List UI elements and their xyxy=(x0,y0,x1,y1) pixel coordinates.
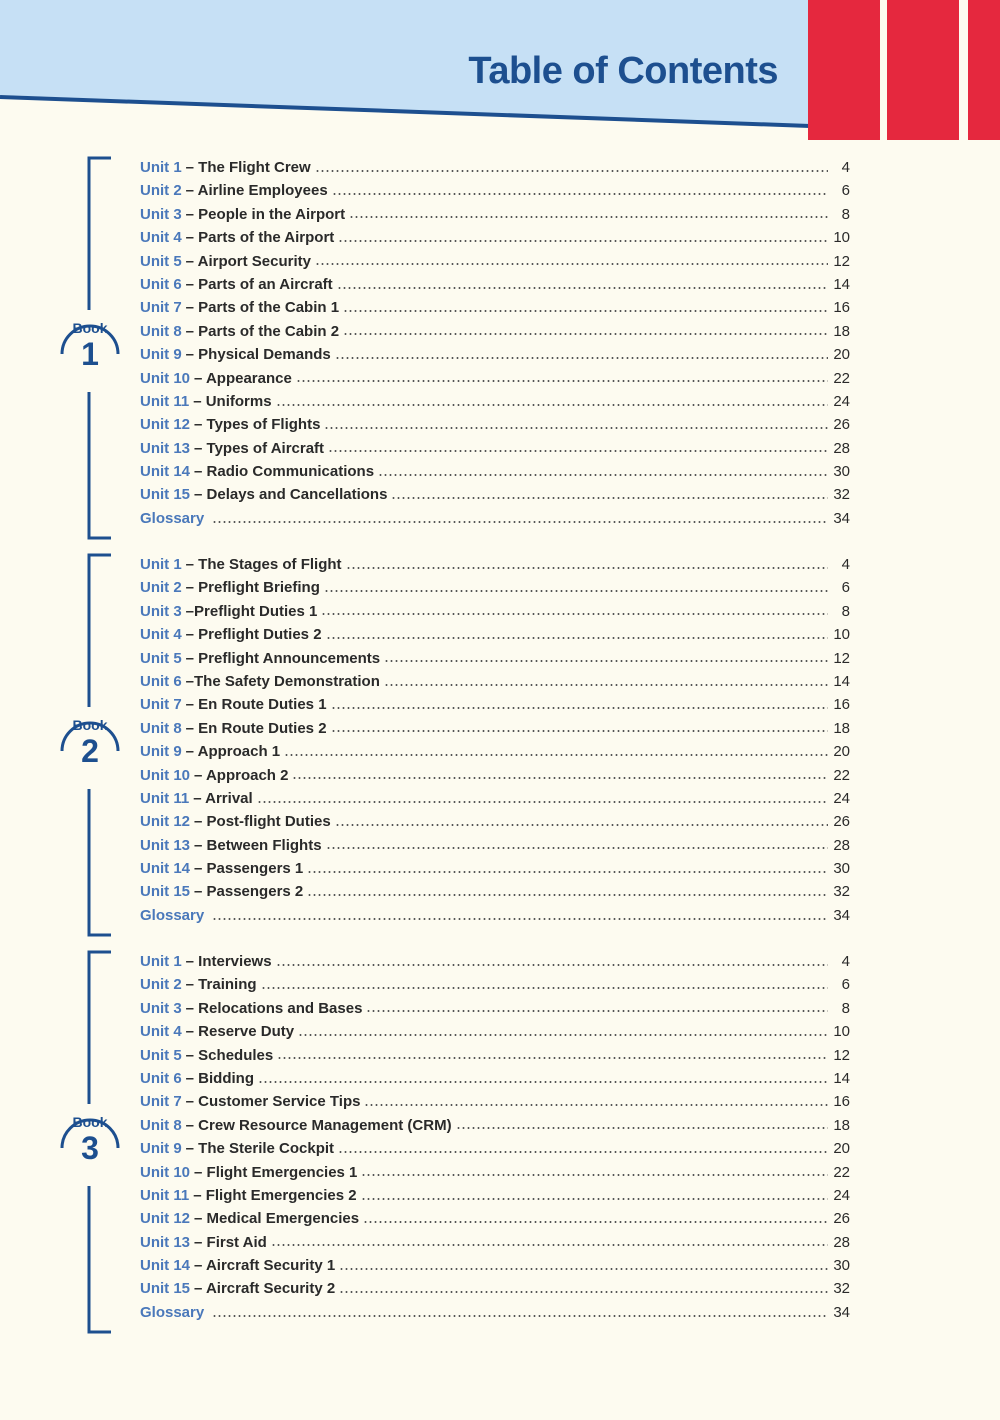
dot-leader xyxy=(364,1104,828,1106)
toc-entry[interactable] xyxy=(140,1184,850,1207)
page-number: 30 xyxy=(833,860,850,878)
toc-entry[interactable] xyxy=(140,226,850,249)
badge-number: 1 xyxy=(81,336,99,372)
toc-entry[interactable] xyxy=(140,904,850,927)
unit-title: – Airline Employees xyxy=(185,182,328,200)
page-number: 16 xyxy=(833,1093,850,1111)
dot-leader xyxy=(212,521,828,523)
unit-label: Unit 10 xyxy=(140,1163,191,1181)
page-number: 8 xyxy=(841,205,850,223)
unit-label: Unit 6 xyxy=(140,275,182,293)
unit-label: Unit 9 xyxy=(140,743,182,761)
dot-leader xyxy=(277,1057,828,1059)
unit-title: – Approach 1 xyxy=(185,743,281,761)
unit-title: – Medical Emergencies xyxy=(194,1210,360,1228)
page-number: 18 xyxy=(833,1116,850,1134)
dot-leader xyxy=(349,216,828,218)
unit-title: –Preflight Duties 1 xyxy=(185,602,318,620)
page-number: 30 xyxy=(833,463,850,481)
dot-leader xyxy=(315,263,828,265)
unit-label: Unit 15 xyxy=(140,1280,191,1298)
unit-title: – Approach 2 xyxy=(194,766,289,784)
unit-label: Unit 14 xyxy=(140,1257,191,1275)
unit-label: Unit 1 xyxy=(140,953,182,970)
dot-leader xyxy=(271,1244,828,1246)
dot-leader xyxy=(331,707,828,709)
toc-entry[interactable] xyxy=(140,810,850,833)
unit-title: – Reserve Duty xyxy=(185,1023,295,1041)
unit-title: – Aircraft Security 2 xyxy=(194,1280,336,1298)
unit-label: Glossary xyxy=(140,509,205,527)
page-number: 18 xyxy=(833,719,850,737)
toc-entry[interactable] xyxy=(140,273,850,296)
unit-title: – Radio Communications xyxy=(194,463,375,481)
book-badge xyxy=(54,1104,126,1186)
toc-entry[interactable] xyxy=(140,460,850,483)
dot-leader xyxy=(331,730,828,732)
dot-leader xyxy=(326,637,828,639)
unit-title: – Post-flight Duties xyxy=(194,813,331,831)
dot-leader xyxy=(258,1081,828,1083)
dot-leader xyxy=(212,1315,828,1317)
page-number: 14 xyxy=(833,1069,850,1087)
unit-label: Unit 9 xyxy=(140,1140,182,1158)
dot-leader xyxy=(456,1127,828,1129)
toc-entry[interactable] xyxy=(140,320,850,343)
page-number: 18 xyxy=(833,322,850,340)
unit-label: Glossary xyxy=(140,1303,205,1321)
book-badge xyxy=(54,707,126,789)
page-number: 6 xyxy=(841,976,850,994)
unit-label: Unit 5 xyxy=(140,252,182,270)
unit-label: Unit 7 xyxy=(140,696,182,714)
page-number: 6 xyxy=(841,182,850,200)
dot-leader xyxy=(296,380,828,382)
unit-label: Unit 13 xyxy=(140,836,191,854)
page-number: 24 xyxy=(833,392,850,410)
page-number: 22 xyxy=(833,1163,850,1181)
page-number: 32 xyxy=(833,883,850,901)
unit-title: – Flight Emergencies 2 xyxy=(193,1186,357,1204)
unit-title: – Physical Demands xyxy=(185,346,331,364)
page-number: 34 xyxy=(833,906,850,924)
page-number: 20 xyxy=(833,1140,850,1158)
toc-entry[interactable] xyxy=(140,787,850,810)
toc-entry[interactable] xyxy=(140,857,850,880)
toc-entry[interactable] xyxy=(140,1277,850,1300)
unit-label: Unit 5 xyxy=(140,1046,182,1064)
page-number: 20 xyxy=(833,346,850,364)
unit-title: – The Flight Crew xyxy=(185,159,311,176)
dot-leader xyxy=(321,613,828,615)
unit-title: – Parts of the Cabin 2 xyxy=(185,322,340,340)
toc-entry[interactable] xyxy=(140,647,850,670)
page-number: 10 xyxy=(833,229,850,247)
page-number: 14 xyxy=(833,275,850,293)
toc-entry[interactable] xyxy=(140,973,850,996)
toc-entry[interactable] xyxy=(140,880,850,903)
toc-entry[interactable] xyxy=(140,367,850,390)
unit-title: – Aircraft Security 1 xyxy=(194,1257,336,1275)
unit-title: –The Safety Demonstration xyxy=(185,672,380,690)
page-number: 34 xyxy=(833,509,850,527)
unit-label: Unit 10 xyxy=(140,369,191,387)
toc-entry[interactable] xyxy=(140,997,850,1020)
unit-label: Unit 3 xyxy=(140,602,182,620)
toc-entry[interactable] xyxy=(140,390,850,413)
unit-title: – Customer Service Tips xyxy=(185,1093,361,1111)
dot-leader xyxy=(257,801,828,803)
unit-label: Unit 14 xyxy=(140,463,191,481)
unit-label: Unit 15 xyxy=(140,883,191,901)
dot-leader xyxy=(324,590,828,592)
unit-title: – Uniforms xyxy=(193,392,272,410)
unit-label: Unit 10 xyxy=(140,766,191,784)
unit-title: – Preflight Duties 2 xyxy=(185,626,322,644)
unit-title: – En Route Duties 2 xyxy=(185,719,327,737)
unit-label: Unit 12 xyxy=(140,813,191,831)
unit-title: – People in the Airport xyxy=(185,205,346,223)
unit-title: – Passengers 1 xyxy=(194,860,304,878)
unit-label: Unit 8 xyxy=(140,719,182,737)
page-number: 26 xyxy=(833,1210,850,1228)
unit-title: – Types of Aircraft xyxy=(194,439,325,457)
toc-entry[interactable] xyxy=(140,623,850,646)
unit-title: – Arrival xyxy=(193,789,253,807)
page-number: 26 xyxy=(833,813,850,831)
unit-title: – First Aid xyxy=(194,1233,267,1251)
dot-leader xyxy=(378,474,828,476)
toc-list xyxy=(140,950,850,1324)
unit-label: Unit 13 xyxy=(140,1233,191,1251)
page-number: 14 xyxy=(833,672,850,690)
toc-list xyxy=(140,156,850,530)
unit-title: – Interviews xyxy=(185,953,272,970)
unit-label: Unit 4 xyxy=(140,229,182,247)
badge-word: Book xyxy=(72,1114,108,1130)
toc-entry[interactable] xyxy=(140,296,850,319)
toc-entry[interactable] xyxy=(140,507,850,530)
page-number: 22 xyxy=(833,369,850,387)
dot-leader xyxy=(212,918,828,920)
page-number: 26 xyxy=(833,416,850,434)
unit-title: – Delays and Cancellations xyxy=(194,486,388,504)
toc-entry[interactable] xyxy=(140,1254,850,1277)
page-number: 8 xyxy=(841,999,850,1017)
unit-label: Unit 15 xyxy=(140,486,191,504)
unit-label: Unit 2 xyxy=(140,579,182,597)
unit-title: – The Sterile Cockpit xyxy=(185,1140,335,1158)
unit-label: Unit 1 xyxy=(140,159,182,176)
unit-label: Unit 2 xyxy=(140,976,182,994)
page-number: 16 xyxy=(833,299,850,317)
unit-label: Unit 8 xyxy=(140,1116,182,1134)
toc-entry[interactable] xyxy=(140,717,850,740)
dot-leader xyxy=(335,357,828,359)
toc-entry[interactable] xyxy=(140,740,850,763)
unit-title: – Passengers 2 xyxy=(194,883,304,901)
unit-label: Unit 5 xyxy=(140,649,182,667)
toc-entry[interactable] xyxy=(140,413,850,436)
dot-leader xyxy=(307,871,828,873)
unit-label: Unit 11 xyxy=(140,392,190,410)
dot-leader xyxy=(276,404,828,406)
dot-leader xyxy=(384,684,828,686)
dot-leader xyxy=(338,1151,828,1153)
page-number: 24 xyxy=(833,789,850,807)
toc-entry[interactable] xyxy=(140,1231,850,1254)
toc-entry[interactable] xyxy=(140,950,850,973)
dot-leader xyxy=(332,193,828,195)
badge-word: Book xyxy=(72,717,108,733)
unit-title: – Preflight Briefing xyxy=(185,579,320,597)
unit-title: – Parts of the Airport xyxy=(185,229,335,247)
toc-entry[interactable] xyxy=(140,834,850,857)
unit-label: Unit 14 xyxy=(140,860,191,878)
page-number: 10 xyxy=(833,1023,850,1041)
dot-leader xyxy=(261,987,828,989)
page-number: 4 xyxy=(841,556,850,573)
dot-leader xyxy=(337,287,828,289)
book-badge xyxy=(54,310,126,392)
toc-entry[interactable] xyxy=(140,576,850,599)
dot-leader xyxy=(343,310,828,312)
dot-leader xyxy=(326,847,828,849)
unit-label: Unit 7 xyxy=(140,1093,182,1111)
toc-entry[interactable] xyxy=(140,764,850,787)
page-number: 22 xyxy=(833,766,850,784)
page-number: 12 xyxy=(833,1046,850,1064)
unit-label: Unit 7 xyxy=(140,299,182,317)
toc-entry[interactable] xyxy=(140,1301,850,1324)
page-number: 12 xyxy=(833,649,850,667)
toc-entry[interactable] xyxy=(140,343,850,366)
unit-label: Unit 4 xyxy=(140,626,182,644)
unit-title: – Airport Security xyxy=(185,252,311,270)
unit-label: Unit 11 xyxy=(140,1186,190,1204)
unit-title: – Parts of an Aircraft xyxy=(185,275,333,293)
dot-leader xyxy=(292,777,828,779)
red-tab xyxy=(887,0,959,140)
dot-leader xyxy=(284,754,828,756)
page-number: 8 xyxy=(841,602,850,620)
page-number: 24 xyxy=(833,1186,850,1204)
page-number: 10 xyxy=(833,626,850,644)
toc-entry[interactable] xyxy=(140,437,850,460)
badge-number: 2 xyxy=(81,733,99,769)
dot-leader xyxy=(324,427,828,429)
unit-title: – Bidding xyxy=(185,1069,254,1087)
unit-label: Unit 12 xyxy=(140,416,191,434)
toc-entry[interactable] xyxy=(140,1114,850,1137)
toc-entry[interactable] xyxy=(140,553,850,576)
dot-leader xyxy=(366,1010,828,1012)
toc-entry[interactable] xyxy=(140,1137,850,1160)
unit-label: Unit 3 xyxy=(140,999,182,1017)
unit-title: – Between Flights xyxy=(194,836,322,854)
page-number: 34 xyxy=(833,1303,850,1321)
page-number: 32 xyxy=(833,1280,850,1298)
page-number: 28 xyxy=(833,1233,850,1251)
page-number: 32 xyxy=(833,486,850,504)
badge-word: Book xyxy=(72,320,108,336)
toc-entry[interactable] xyxy=(140,156,850,179)
toc-entry[interactable] xyxy=(140,1207,850,1230)
unit-title: – Training xyxy=(185,976,257,994)
unit-label: Unit 12 xyxy=(140,1210,191,1228)
dot-leader xyxy=(298,1034,828,1036)
unit-label: Unit 6 xyxy=(140,1069,182,1087)
page-number: 20 xyxy=(833,743,850,761)
page-number: 12 xyxy=(833,252,850,270)
page-number: 16 xyxy=(833,696,850,714)
dot-leader xyxy=(339,1268,828,1270)
unit-title: – Appearance xyxy=(194,369,292,387)
toc-list xyxy=(140,553,850,927)
dot-leader xyxy=(384,660,828,662)
dot-leader xyxy=(343,333,828,335)
dot-leader xyxy=(335,824,828,826)
toc-entry[interactable] xyxy=(140,179,850,202)
toc-entry[interactable] xyxy=(140,1020,850,1043)
unit-label: Unit 6 xyxy=(140,672,182,690)
red-tab xyxy=(808,0,880,140)
unit-title: – En Route Duties 1 xyxy=(185,696,327,714)
dot-leader xyxy=(361,1198,828,1200)
unit-title: – Flight Emergencies 1 xyxy=(194,1163,358,1181)
toc-entry[interactable] xyxy=(140,670,850,693)
toc-entry[interactable] xyxy=(140,250,850,273)
unit-label: Unit 11 xyxy=(140,789,190,807)
unit-label: Unit 8 xyxy=(140,322,182,340)
red-tab xyxy=(968,0,1000,140)
dot-leader xyxy=(315,170,828,172)
toc-entry[interactable] xyxy=(140,600,850,623)
page-number: 6 xyxy=(841,579,850,597)
page-number: 4 xyxy=(841,953,850,970)
unit-label: Glossary xyxy=(140,906,205,924)
dot-leader xyxy=(276,964,828,966)
unit-label: Unit 1 xyxy=(140,556,182,573)
dot-leader xyxy=(346,567,828,569)
unit-title: – Preflight Announcements xyxy=(185,649,381,667)
unit-label: Unit 4 xyxy=(140,1023,182,1041)
unit-title: – Schedules xyxy=(185,1046,274,1064)
unit-title: – Types of Flights xyxy=(194,416,321,434)
toc-entry[interactable] xyxy=(140,693,850,716)
unit-title: – The Stages of Flight xyxy=(185,556,342,573)
dot-leader xyxy=(339,1291,828,1293)
toc-entry[interactable] xyxy=(140,1067,850,1090)
badge-number: 3 xyxy=(81,1130,99,1166)
unit-label: Unit 9 xyxy=(140,346,182,364)
dot-leader xyxy=(361,1174,828,1176)
unit-title: – Parts of the Cabin 1 xyxy=(185,299,340,317)
unit-label: Unit 13 xyxy=(140,439,191,457)
unit-title: – Crew Resource Management (CRM) xyxy=(185,1116,452,1134)
dot-leader xyxy=(328,450,828,452)
toc-entry[interactable] xyxy=(140,1044,850,1067)
unit-title: – Relocations and Bases xyxy=(185,999,363,1017)
dot-leader xyxy=(307,894,828,896)
unit-label: Unit 2 xyxy=(140,182,182,200)
page-number: 28 xyxy=(833,439,850,457)
page-number: 28 xyxy=(833,836,850,854)
toc-entry[interactable] xyxy=(140,483,850,506)
toc-entry[interactable] xyxy=(140,203,850,226)
page-number: 4 xyxy=(841,159,850,176)
page-title: Table of Contents xyxy=(468,50,778,92)
toc-entry[interactable] xyxy=(140,1090,850,1113)
dot-leader xyxy=(338,240,828,242)
toc-entry[interactable] xyxy=(140,1161,850,1184)
page-number: 30 xyxy=(833,1257,850,1275)
dot-leader xyxy=(363,1221,828,1223)
dot-leader xyxy=(391,497,828,499)
unit-label: Unit 3 xyxy=(140,205,182,223)
